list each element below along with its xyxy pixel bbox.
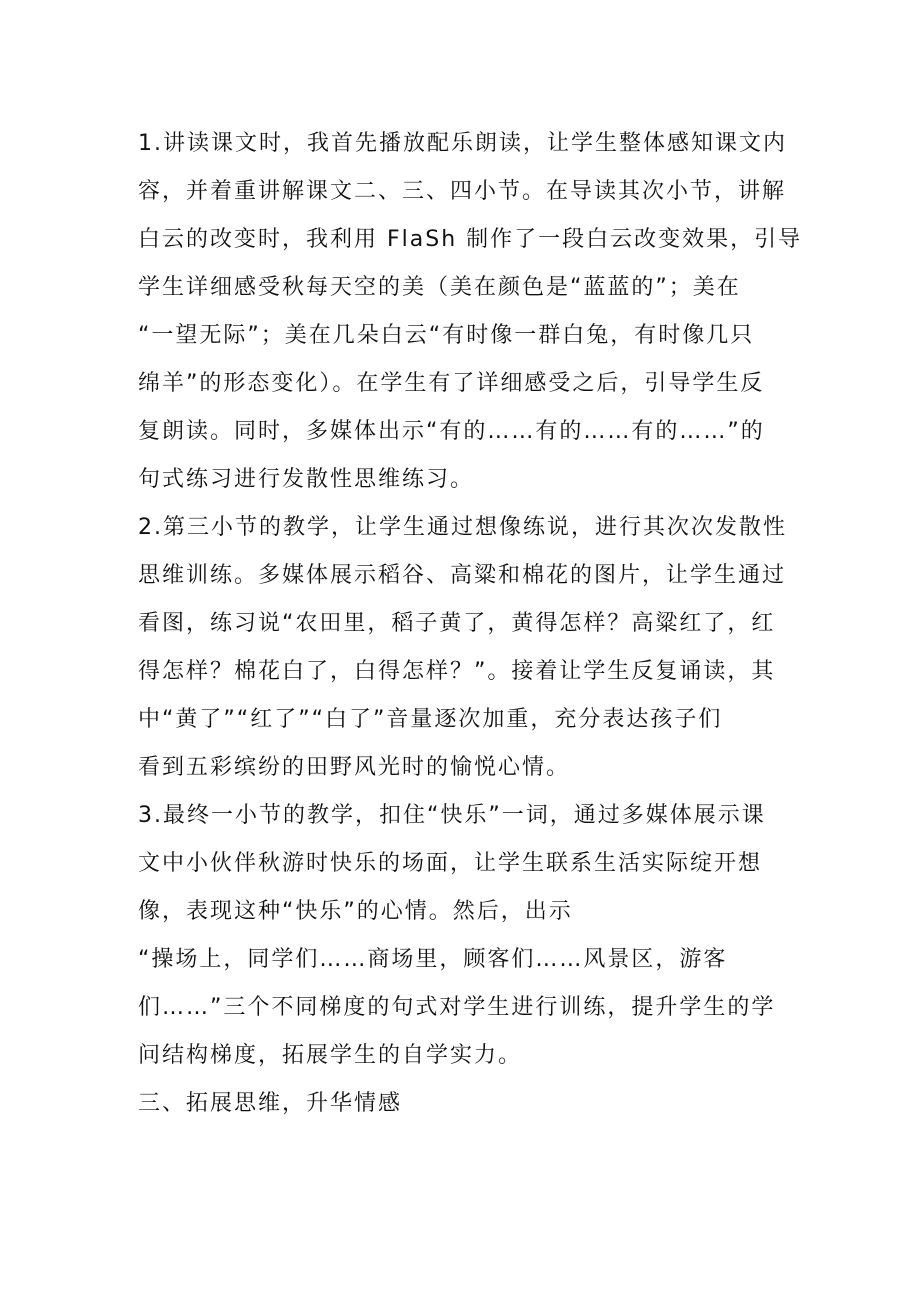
text-line: 中“黄了”“红了”“白了”音量逐次加重，充分表达孩子们 (138, 707, 723, 732)
text-line: “操场上，同学们……商场里，顾客们……风景区，游客 (138, 947, 728, 972)
text-line: 白云的改变时，我利用 FlaSh 制作了一段白云改变效果，引导 (138, 227, 803, 252)
text-line: 3.最终一小节的教学，扣住“快乐”一词，通过多媒体展示课 (138, 803, 766, 828)
text-line: 容，并着重讲解课文二、三、四小节。在导读其次小节，讲解 (138, 179, 787, 204)
text-line: 像，表现这种“快乐”的心情。然后，出示 (138, 899, 573, 924)
text-line: 学生详细感受秋每天空的美（美在颜色是“蓝蓝的”；美在 (138, 275, 741, 300)
text-line: 思维训练。多媒体展示稻谷、高粱和棉花的图片，让学生通过 (138, 563, 787, 588)
text-line: 看图，练习说“农田里，稻子黄了，黄得怎样？高粱红了，红 (138, 611, 776, 636)
text-line: 1.讲读课文时，我首先播放配乐朗读，让学生整体感知课文内 (138, 131, 787, 156)
text-line: 得怎样？棉花白了，白得怎样？”。接着让学生反复诵读，其 (138, 659, 776, 684)
text-line: 们……”三个不同梯度的句式对学生进行训练，提升学生的学 (138, 995, 776, 1020)
text-line: 绵羊”的形态变化）。在学生有了详细感受之后，引导学生反 (138, 371, 765, 396)
text-line: 文中小伙伴秋游时快乐的场面，让学生联系生活实际绽开想 (138, 851, 763, 876)
document-body (138, 120, 803, 1128)
text-line: 2.第三小节的教学，让学生通过想像练说，进行其次次发散性 (138, 515, 787, 540)
text-line: 句式练习进行发散性思维练习。 (138, 467, 475, 492)
text-line: 问结构梯度，拓展学生的自学实力。 (138, 1043, 523, 1068)
section-heading: 三、拓展思维，升华情感 (138, 1091, 403, 1116)
text-line: 复朗读。同时，多媒体出示“有的……有的……有的……”的 (138, 419, 765, 444)
text-line: “一望无际”；美在几朵白云“有时像一群白兔，有时像几只 (138, 323, 755, 348)
text-line: 看到五彩缤纷的田野风光时的愉悦心情。 (138, 755, 571, 780)
